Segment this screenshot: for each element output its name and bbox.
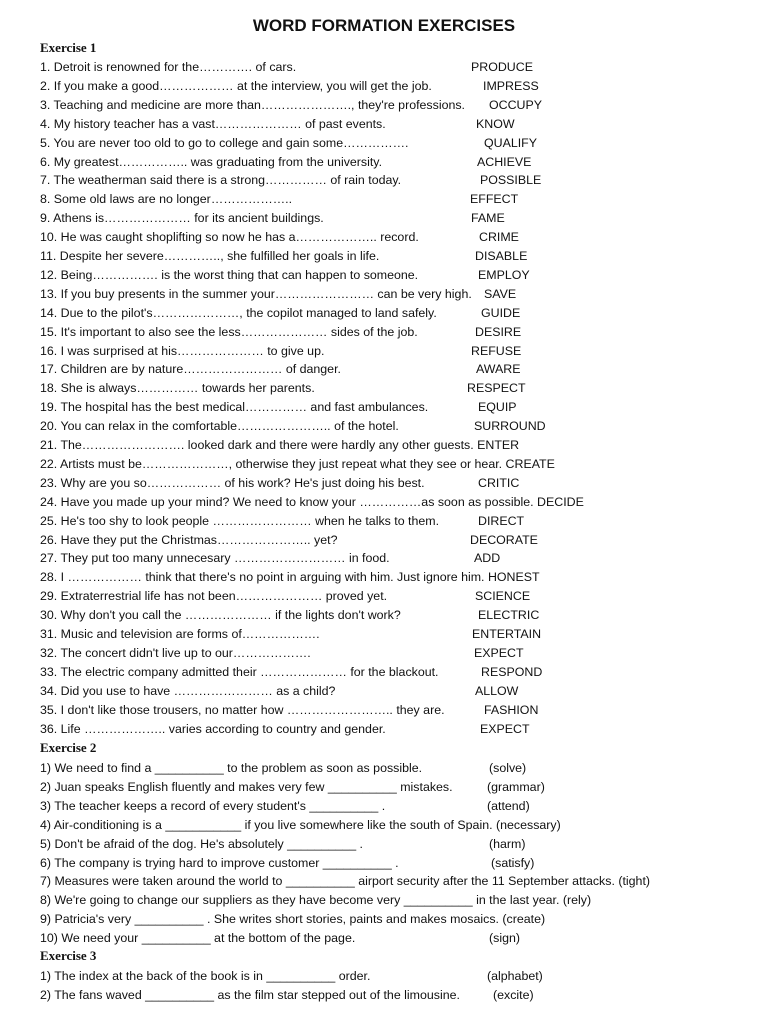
item-root-word: FASHION	[484, 702, 539, 717]
item-root-word: OCCUPY	[489, 97, 543, 112]
item-sentence: 17. Children are by nature…………………… of danger.	[40, 362, 341, 377]
item-sentence: 11. Despite her severe………….., she fulfilled her goals in life.	[40, 249, 380, 263]
exercise-item	[40, 342, 324, 360]
item-sentence: 25. He's too shy to look people …………………… when he talks to them.	[40, 513, 440, 528]
item-root-word: POSSIBLE	[480, 173, 542, 188]
exercise-item	[40, 58, 296, 76]
item-root-word: EMPLOY	[478, 267, 530, 282]
exercise-item	[40, 134, 409, 152]
exercise-item	[40, 986, 460, 1004]
item-sentence: 3) The teacher keeps a record of every student's __________ .	[40, 798, 386, 813]
item-root-word: (tight)	[618, 874, 651, 889]
item-sentence: 1. Detroit is renowned for the…………. of cars.	[40, 60, 297, 74]
item-sentence: 2) The fans waved __________ as the film star stepped out of the limousine.	[40, 987, 460, 1002]
exercise-item	[40, 209, 324, 227]
item-sentence: 34. Did you use to have …………………… as a child?	[40, 683, 336, 698]
exercise-item	[40, 682, 335, 700]
exercise-item	[40, 549, 390, 567]
item-root-word: IMPRESS	[483, 78, 539, 93]
item-sentence: 33. The electric company admitted their ………………… for the blackout.	[40, 664, 439, 679]
exercise-item	[40, 266, 418, 284]
exercise-item	[40, 778, 453, 796]
item-root-word: DIRECT	[478, 513, 525, 528]
item-sentence: 5. You are never too old to go to college and gain some…………….	[40, 135, 409, 150]
exercise-heading: Exercise 2	[40, 740, 97, 755]
exercise-item	[40, 153, 382, 171]
exercise-item	[40, 398, 428, 416]
item-sentence: 8) We're going to change our suppliers as they have become very __________ in the last year.	[40, 893, 560, 908]
exercise-item	[40, 417, 399, 435]
item-root-word: ALLOW	[475, 683, 519, 698]
item-sentence: 5) Don't be afraid of the dog. He's absolutely __________ .	[40, 836, 363, 851]
item-root-word: (attend)	[487, 798, 530, 813]
item-root-word: GUIDE	[481, 305, 521, 320]
item-root-word: KNOW	[476, 116, 515, 131]
item-sentence: 16. I was surprised at his………………… to give up.	[40, 343, 325, 358]
exercise-item	[40, 797, 385, 815]
exercise-item	[40, 531, 337, 549]
item-sentence: 14. Due to the pilot's…………………, the copilot managed to land safely.	[40, 305, 437, 320]
item-sentence: 6) The company is trying hard to improve customer __________ .	[40, 855, 399, 870]
item-root-word: (necessary)	[496, 817, 561, 832]
item-sentence: 35. I don't like those trousers, no matter how …………………….. they are.	[40, 702, 445, 717]
exercise-item	[40, 910, 545, 928]
item-root-word: EXPECT	[474, 645, 524, 660]
exercise-item	[40, 929, 355, 947]
page-title: WORD FORMATION EXERCISES	[252, 16, 516, 35]
item-root-word: HONEST	[487, 570, 540, 585]
item-sentence: 1) We need to find a __________ to the problem as soon as possible.	[40, 761, 423, 775]
item-sentence: 18. She is always…………… towards her parents.	[40, 381, 315, 396]
exercise-item	[40, 644, 311, 662]
exercise-item	[40, 568, 540, 586]
item-root-word: CRITIC	[478, 475, 520, 490]
item-root-word: (solve)	[489, 761, 527, 775]
exercise-item	[40, 379, 315, 397]
item-sentence: 28. I ……………… think that there's no point in arguing with him. Just ignore him.	[40, 570, 485, 585]
item-root-word: PRODUCE	[471, 60, 533, 74]
item-root-word: DESIRE	[475, 324, 522, 339]
item-root-word: (rely)	[562, 893, 592, 908]
item-root-word: DECORATE	[470, 532, 538, 547]
item-root-word: SAVE	[484, 286, 517, 301]
item-sentence: 8. Some old laws are no longer………………..	[40, 192, 293, 207]
exercise-item	[40, 891, 591, 909]
item-root-word: ADD	[474, 551, 501, 566]
item-root-word: RESPECT	[467, 381, 526, 396]
item-root-word: EFFECT	[470, 192, 519, 207]
item-sentence: 22. Artists must be…………………, otherwise they just repeat what they see or hear.	[40, 456, 503, 471]
item-root-word: (satisfy)	[491, 855, 535, 870]
exercise-item	[40, 323, 418, 341]
item-sentence: 23. Why are you so……………… of his work? He's just doing his best.	[40, 475, 425, 490]
exercise-item	[40, 436, 519, 454]
item-root-word: ACHIEVE	[477, 154, 532, 169]
item-root-word: (alphabet)	[487, 969, 543, 983]
item-sentence: 30. Why don't you call the ………………… if the lights don't work?	[40, 608, 401, 623]
item-root-word: AWARE	[476, 362, 521, 377]
exercise-item	[40, 759, 422, 777]
item-sentence: 4) Air-conditioning is a ___________ if you live somewhere like the south of Spain.	[40, 817, 493, 832]
item-root-word: (harm)	[489, 836, 526, 851]
item-sentence: 32. The concert didn't live up to our……………….	[40, 645, 311, 660]
exercise-item	[40, 247, 379, 265]
item-sentence: 2) Juan speaks English fluently and makes very few __________ mistakes.	[40, 779, 453, 794]
item-sentence: 24. Have you made up your mind? We need to know your ……………as soon as possible.	[40, 494, 534, 509]
item-root-word: (grammar)	[487, 779, 545, 794]
item-root-word: RESPOND	[481, 664, 543, 679]
item-root-word: CREATE	[505, 456, 555, 471]
exercise-item	[40, 872, 650, 890]
item-sentence: 15. It's important to also see the less………………… sides of the job.	[40, 324, 418, 339]
item-sentence: 19. The hospital has the best medical…………… and fast ambulances.	[40, 400, 429, 415]
item-sentence: 9. Athens is………………… for its ancient buildings.	[40, 211, 324, 226]
item-root-word: QUALIFY	[484, 135, 538, 150]
exercise-item	[40, 493, 584, 511]
exercise-item	[40, 304, 437, 322]
item-root-word: ELECTRIC	[478, 608, 540, 623]
exercise-item	[40, 606, 401, 624]
item-sentence: 3. Teaching and medicine are more than…………………., they're professions.	[40, 97, 465, 112]
item-sentence: 20. You can relax in the comfortable………………….. of the hotel.	[40, 419, 399, 434]
item-root-word: ENTER	[477, 438, 520, 452]
exercise-item	[40, 115, 386, 133]
item-root-word: SCIENCE	[475, 589, 531, 604]
item-root-word: REFUSE	[471, 343, 522, 358]
exercise-item	[40, 77, 432, 95]
item-sentence: 7) Measures were taken around the world to __________ airport security after the 11 September attacks.	[40, 874, 615, 889]
item-sentence: 21. The……………………. looked dark and there were hardly any other guests.	[40, 438, 474, 452]
item-root-word: DISABLE	[475, 249, 528, 263]
item-root-word: ENTERTAIN	[472, 627, 542, 641]
exercise-heading: Exercise 3	[40, 948, 97, 963]
item-root-word: EQUIP	[478, 400, 517, 415]
exercise-item	[40, 587, 387, 605]
item-sentence: 4. My history teacher has a vast………………… of past events.	[40, 116, 386, 131]
exercise-item	[40, 967, 370, 985]
exercise-item	[40, 854, 399, 872]
item-root-word: DECIDE	[537, 494, 584, 509]
item-root-word: FAME	[471, 211, 505, 226]
item-sentence: 10. He was caught shoplifting so now he has a……………….. record.	[40, 230, 419, 245]
exercise-item	[40, 663, 439, 681]
exercise-item	[40, 625, 320, 643]
item-sentence: 6. My greatest…………….. was graduating from the university.	[40, 154, 383, 169]
exercise-item	[40, 835, 363, 853]
exercise-item	[40, 816, 561, 834]
item-sentence: 7. The weatherman said there is a strong…………… of rain today.	[40, 173, 402, 188]
item-sentence: 29. Extraterrestrial life has not been………………… proved yet.	[40, 589, 388, 604]
exercise-item	[40, 455, 555, 473]
item-sentence: 12. Being……………. is the worst thing that can happen to someone.	[40, 267, 419, 282]
exercise-item	[40, 285, 472, 303]
exercise-item	[40, 701, 445, 719]
item-root-word: SURROUND	[474, 419, 546, 434]
item-root-word: EXPECT	[480, 721, 530, 736]
item-sentence: 10) We need your __________ at the bottom of the page.	[40, 931, 356, 946]
item-root-word: (excite)	[493, 987, 534, 1002]
item-sentence: 31. Music and television are forms of……………….	[40, 627, 320, 641]
item-root-word: (sign)	[489, 931, 520, 946]
item-root-word: (create)	[502, 912, 546, 927]
exercise-item	[40, 228, 419, 246]
item-sentence: 36. Life ……………….. varies according to country and gender.	[40, 721, 386, 736]
exercise-item	[40, 720, 386, 738]
item-sentence: 1) The index at the back of the book is in __________ order.	[40, 969, 371, 983]
exercise-item	[40, 474, 425, 492]
exercise-item	[40, 360, 341, 378]
exercise-item	[40, 512, 439, 530]
item-root-word: CRIME	[479, 230, 519, 245]
exercise-heading: Exercise 1	[40, 40, 97, 55]
exercise-item	[40, 171, 401, 189]
item-sentence: 9) Patricia's very __________ . She writes short stories, paints and makes mosaics.	[40, 912, 499, 927]
item-sentence: 2. If you make a good……………… at the interview, you will get the job.	[40, 78, 432, 93]
item-sentence: 26. Have they put the Christmas………………….. yet?	[40, 532, 338, 547]
item-sentence: 13. If you buy presents in the summer your…………………… can be very high.	[40, 286, 472, 301]
exercise-item	[40, 190, 292, 208]
exercise-item	[40, 96, 465, 114]
item-sentence: 27. They put too many unnecesary ……………………… in food.	[40, 551, 390, 566]
